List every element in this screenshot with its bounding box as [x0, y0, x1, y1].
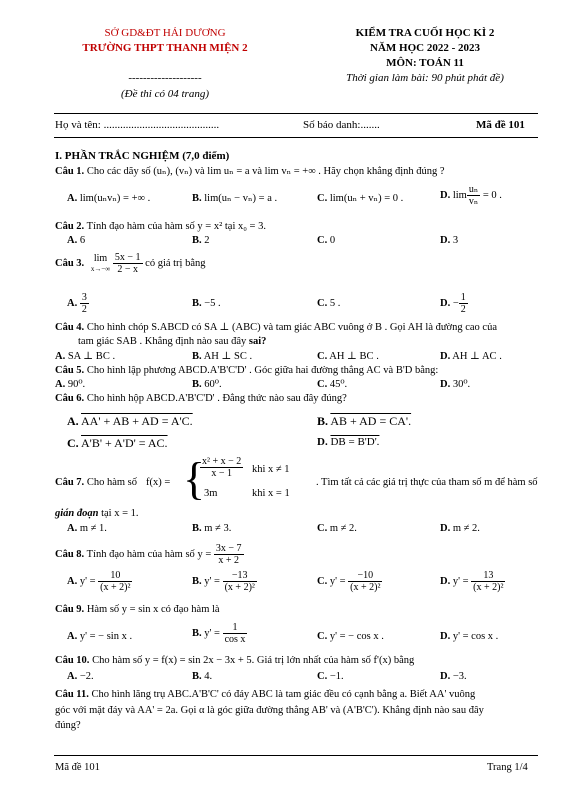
q10-option-b: B. 4. — [192, 671, 213, 682]
q7-option-b: B. m ≠ 3. — [192, 523, 232, 534]
q5-option-b: B. 60⁰. — [192, 379, 222, 390]
q9-option-c: C. y' = − cos x . — [317, 631, 384, 642]
q7-cond-1: khi x ≠ 1 — [252, 464, 290, 475]
exam-code: Mã đề 101 — [476, 119, 525, 131]
q8-option-a: A. y' = $\frac{10}{\text{(x + 2)²}}$ — [67, 570, 131, 593]
student-name-field: Họ và tên: .......................................... — [55, 119, 220, 131]
student-id-field: Số báo danh:....... — [303, 119, 380, 131]
question-4: Câu 4. Cho hình chóp S.ABCD có SA ⊥ (ABC) và tam giác ABC vuông ở B . Gọi AH là đường cao của — [55, 322, 497, 333]
q9-option-a: A. y' = − sin x . — [67, 631, 133, 642]
section-title: I. PHẦN TRẮC NGHIỆM (7,0 điểm) — [55, 150, 230, 162]
footer-page-number: Trang 1/4 — [487, 762, 528, 773]
question-3: Câu 3. lim x→−∞ $\frac{5x - 1}{2 - x}$ có giá trị bằng — [55, 252, 206, 275]
q3-option-c: C. 5 . — [317, 298, 341, 309]
q7-option-d: D. m ≠ 2. — [440, 523, 480, 534]
q10-option-d: D. −3. — [440, 671, 467, 682]
exam-title: KIỂM TRA CUỐI HỌC KÌ 2 — [355, 27, 495, 39]
q3-option-a: A. $\frac{3}{2}$ — [67, 292, 87, 315]
question-4-cont: tam giác SAB . Khẳng định nào sau đây sai? — [78, 336, 267, 347]
question-1: Câu 1. Cho các dãy số (uₙ), (vₙ) và lim uₙ = a và lim vₙ = +∞ . Hãy chọn khẳng định đúng ? — [55, 166, 445, 177]
q10-option-c: C. −1. — [317, 671, 344, 682]
q3-option-d: D. − $\frac{1}{2}$ — [440, 292, 466, 315]
question-11-line3: đúng? — [55, 720, 81, 731]
exam-time: Thời gian làm bài: 90 phút phát đề) — [346, 72, 504, 84]
q6-option-b: B. AB + AD = CA'. — [317, 414, 412, 428]
question-9: Câu 9. Hàm số y = sin x có đạo hàm là — [55, 604, 220, 615]
q7-case-2: 3m — [204, 488, 218, 499]
q4-option-a: A. SA ⊥ BC . — [55, 351, 116, 362]
q1-option-d: D. lim $\frac{\text{uₙ}}{\text{vₙ}}$ = 0 . — [440, 184, 502, 207]
q5-option-d: D. 30⁰. — [440, 379, 471, 390]
question-7: Câu 7. Cho hàm số — [55, 477, 137, 488]
q9-option-d: D. y' = cos x . — [440, 631, 499, 642]
divider — [54, 137, 538, 138]
header-dashes: -------------------- — [128, 72, 202, 84]
q2-option-d: D. 3 — [440, 235, 459, 246]
q7-brace: { — [183, 453, 206, 504]
q2-option-b: B. 2 — [192, 235, 210, 246]
q5-option-c: C. 45⁰. — [317, 379, 348, 390]
q8-option-c: C. y' = $\frac{-10}{\text{(x + 2)²}}$ — [317, 570, 381, 593]
q5-option-a: A. 90⁰. — [55, 379, 86, 390]
page-count-note: (Đề thi có 04 trang) — [121, 88, 209, 100]
school-name: TRƯỜNG THPT THANH MIỆN 2 — [82, 42, 248, 54]
question-11: Câu 11. Cho hình lăng trụ ABC.A'B'C' có đáy ABC là tam giác đều có cạnh bằng a. Biết AA' vuông — [55, 689, 476, 700]
q7-function: f(x) = — [146, 477, 171, 488]
q1-option-b: B. lim(uₙ − vₙ) = a . — [192, 193, 278, 204]
q7-option-c: C. m ≠ 2. — [317, 523, 357, 534]
q6-option-c: C. A'B' + A'D' = AC. — [67, 436, 168, 450]
subject: MÔN: TOÁN 11 — [386, 57, 464, 69]
q9-option-b: B. y' = $\frac{1}{\text{cos x}}$ — [192, 622, 246, 645]
question-5: Câu 5. Cho hình lập phương ABCD.A'B'C'D' . Góc giữa hai đường thẳng AC và B'D bằng: — [55, 365, 439, 376]
q3-option-b: B. −5 . — [192, 298, 221, 309]
q1-option-c: C. lim(uₙ + vₙ) = 0 . — [317, 193, 404, 204]
footer-divider — [54, 755, 538, 756]
question-6: Câu 6. Cho hình hộp ABCD.A'B'C'D' . Đẳng thức nào sau đây đúng? — [55, 393, 347, 404]
q7-cont: gián đoạn tại x = 1. — [55, 508, 139, 519]
q7-cond-2: khi x = 1 — [252, 488, 290, 499]
q6-option-a: A. AA' + AB + AD = A'C. — [67, 414, 193, 428]
q7-option-a: A. m ≠ 1. — [67, 523, 107, 534]
footer-exam-code: Mã đề 101 — [55, 762, 100, 773]
q1-option-a: A. lim(uₙvₙ) = +∞ . — [67, 193, 151, 204]
q2-option-c: C. 0 — [317, 235, 336, 246]
q10-option-a: A. −2. — [67, 671, 94, 682]
school-year: NĂM HỌC 2022 - 2023 — [370, 42, 480, 54]
q6-option-d: D. DB = B'D'. — [317, 436, 380, 448]
q4-option-d: D. AH ⊥ AC . — [440, 351, 502, 362]
q8-option-d: D. y' = $\frac{13}{\text{(x + 2)²}}$ — [440, 570, 504, 593]
q7-case-1: $\frac{\text{x² + x − 2}}{x - 1}$ — [202, 456, 242, 479]
q2-option-a: A. 6 — [67, 235, 86, 246]
question-11-line2: góc với mặt đáy và AA' = 2a. Gọi α là góc giữa đường thẳng AB' và (A'B'C'). Khẳng định nào sau đây — [55, 705, 484, 716]
question-10: Câu 10. Cho hàm số y = f(x) = sin 2x − 3x + 5. Giá trị lớn nhất của hàm số f'(x) bằng — [55, 655, 415, 666]
dept-name: SỞ GD&ĐT HẢI DƯƠNG — [104, 27, 226, 39]
q4-option-b: B. AH ⊥ SC . — [192, 351, 253, 362]
question-8: Câu 8. Tính đạo hàm của hàm số y = $\frac{3x - 7}{x + 2}$ — [55, 543, 242, 566]
q7-text: . Tìm tất cả các giá trị thực của tham số m để hàm số — [316, 477, 538, 488]
q4-option-c: C. AH ⊥ BC . — [317, 351, 379, 362]
question-2: Câu 2. Tính đạo hàm của hàm số y = x² tại x₀ = 3. — [55, 221, 266, 232]
q8-option-b: B. y' = $\frac{-13}{\text{(x + 2)²}}$ — [192, 570, 255, 593]
divider — [54, 113, 538, 114]
